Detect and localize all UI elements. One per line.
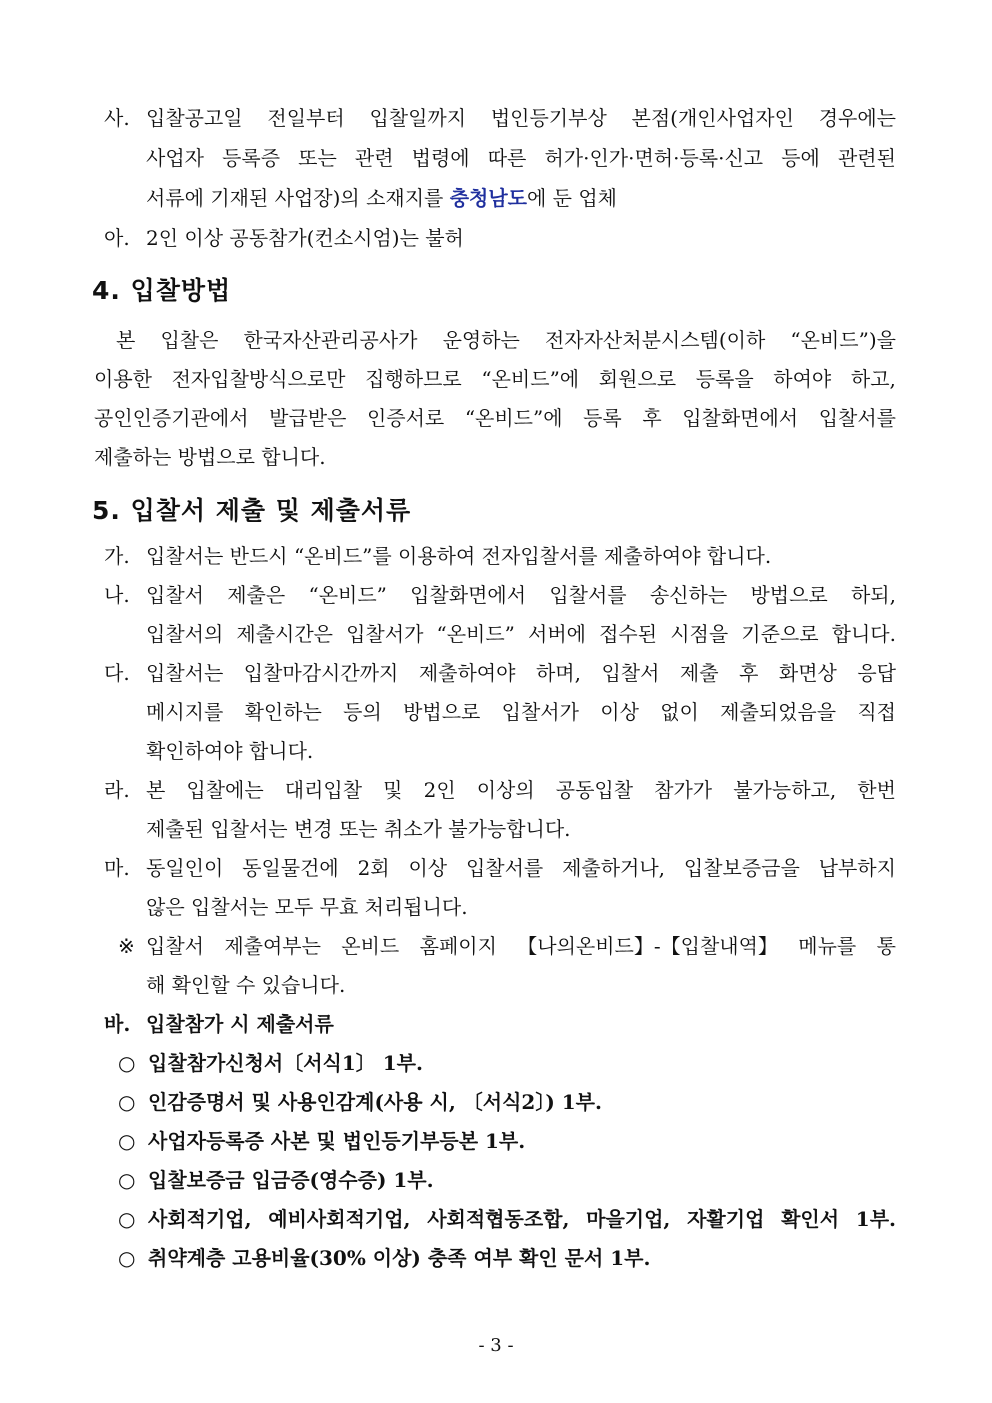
doc-item-3: 사업자등록증 사본 및 법인등기부등본 1부. [148, 1129, 526, 1153]
section-4-line-1: 본 입찰은 한국자산관리공사가 운영하는 전자자산처분시스템(이하 “온비드”)을 [116, 328, 896, 352]
item-sa-line-2: 사업자 등록증 또는 관련 법령에 따른 허가·인가·면허·등록·신고 등에 관련된 [146, 146, 896, 170]
note-line-2: 해 확인할 수 있습니다. [146, 973, 346, 997]
item-sa-marker: 사. [104, 106, 130, 130]
section-4-heading: 4. 입찰방법 [92, 276, 232, 305]
page-number: - 3 - [478, 1335, 514, 1356]
section-5-heading: 5. 입찰서 제출 및 제출서류 [92, 496, 412, 525]
item-na-line-1: 입찰서 제출은 “온비드” 입찰화면에서 입찰서를 송신하는 방법으로 하되, [146, 583, 896, 607]
item-da-line-1: 입찰서는 입찰마감시간까지 제출하여야 하며, 입찰서 제출 후 화면상 응답 [146, 661, 896, 685]
doc-bullet: ○ [118, 1051, 136, 1075]
doc-bullet: ○ [118, 1246, 136, 1270]
note-marker: ※ [118, 934, 135, 958]
item-ma-line-1: 동일인이 동일물건에 2회 이상 입찰서를 제출하거나, 입찰보증금을 납부하지 [146, 856, 896, 880]
item-da-line-2: 메시지를 확인하는 등의 방법으로 입찰서가 이상 없이 제출되었음을 직접 [146, 700, 896, 724]
item-ga-line-1: 입찰서는 반드시 “온비드”를 이용하여 전자입찰서를 제출하여야 합니다. [146, 544, 772, 568]
doc-bullet: ○ [118, 1168, 136, 1192]
item-ma-marker: 마. [104, 856, 130, 880]
item-sa-line-3-after: 에 둔 업체 [527, 186, 617, 210]
item-sa-line-3-before: 서류에 기재된 사업장)의 소재지를 [146, 186, 450, 210]
doc-item-2: 인감증명서 및 사용인감계(사용 시, 〔서식2〕) 1부. [148, 1090, 602, 1114]
doc-bullet: ○ [118, 1129, 136, 1153]
doc-bullet: ○ [118, 1090, 136, 1114]
doc-item-6: 취약계층 고용비율(30% 이상) 충족 여부 확인 문서 1부. [148, 1246, 651, 1270]
doc-item-1: 입찰참가신청서〔서식1〕 1부. [148, 1051, 423, 1075]
doc-item-4: 입찰보증금 입금증(영수증) 1부. [148, 1168, 434, 1192]
section-4-line-2: 이용한 전자입찰방식으로만 집행하므로 “온비드”에 회원으로 등록을 하여야 하고, [94, 367, 896, 391]
item-da-marker: 다. [104, 661, 130, 685]
section-4-line-3: 공인인증기관에서 발급받은 인증서로 “온비드”에 등록 후 입찰화면에서 입찰서를 [94, 406, 896, 430]
section-4-line-4: 제출하는 방법으로 합니다. [94, 445, 326, 469]
item-a-line-1: 2인 이상 공동참가(컨소시엄)는 불허 [146, 226, 464, 250]
item-ra-marker: 라. [104, 778, 130, 802]
item-na-marker: 나. [104, 583, 130, 607]
item-ma-line-2: 않은 입찰서는 모두 무효 처리됩니다. [146, 895, 468, 919]
item-a-marker: 아. [104, 226, 130, 250]
note-line-1: 입찰서 제출여부는 온비드 홈페이지 【나의온비드】-【입찰내역】 메뉴를 통 [146, 934, 896, 958]
item-na-line-2: 입찰서의 제출시간은 입찰서가 “온비드” 서버에 접수된 시점을 기준으로 합니다. [146, 622, 896, 646]
item-ga-marker: 가. [104, 544, 130, 568]
item-sa-line-1: 입찰공고일 전일부터 입찰일까지 법인등기부상 본점(개인사업자인 경우에는 [146, 106, 896, 130]
doc-item-5: 사회적기업, 예비사회적기업, 사회적협동조합, 마을기업, 자활기업 확인서 1부. [148, 1207, 896, 1231]
item-ra-line-2: 제출된 입찰서는 변경 또는 취소가 불가능합니다. [146, 817, 571, 841]
item-da-line-3: 확인하여야 합니다. [146, 739, 314, 763]
doc-bullet: ○ [118, 1207, 136, 1231]
item-ba-marker: 바. [104, 1012, 131, 1036]
item-ra-line-1: 본 입찰에는 대리입찰 및 2인 이상의 공동입찰 참가가 불가능하고, 한번 [146, 778, 896, 802]
item-ba-title: 입찰참가 시 제출서류 [146, 1012, 334, 1036]
item-sa-line-3 [146, 184, 617, 212]
region-highlight: 충청남도 [449, 186, 527, 210]
